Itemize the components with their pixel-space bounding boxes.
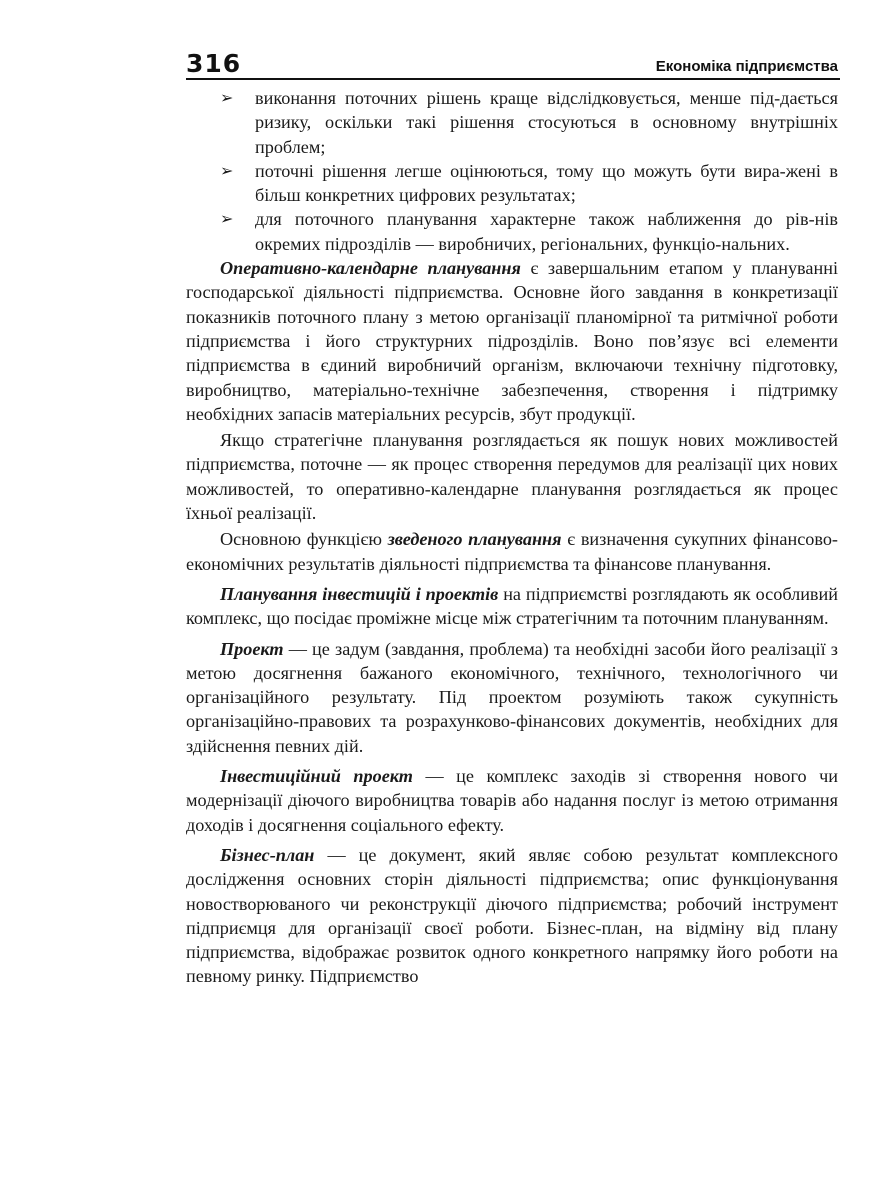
bullet-text: для поточного планування характерне також наближення до рів-нів окремих підрозділів — виробничих, регіональних, функціо-нальних. <box>255 209 838 254</box>
paragraph-text: — це комплекс заходів зі створення нового чи модернізації діючого виробництва товарів або надання послуг із метою отримання доходів і досягнення соціального ефекту. <box>186 766 838 835</box>
paragraph-text: — це задум (завдання, проблема) та необхідні засоби його реалізації з метою досягнення бажаного економічного, технічного, технологічного чи організаційного результату. Під проектом розуміють також сукупність організаційно-правових та розрахунково-фінансових документів, необхідних для здійснення певних дій. <box>186 638 838 756</box>
paragraph-text: на підприємстві розглядають як особливий комплекс, що посідає проміжне місце між стратегічним та поточним плануванням. <box>186 583 838 629</box>
term-business-plan: Бізнес-план <box>220 844 315 865</box>
bullet-text: поточні рішення легше оцінюються, тому що можуть бути вира-жені в більш конкретних цифрових результатах; <box>255 160 838 206</box>
paragraph-text: — це документ, який являє собою результат комплексного дослідження основних сторін діяльності підприємства; опис функціонування новостворюваного чи реконструкції діючого підприємства; робочий інструмент підприємця для організації своєї роботи. Бізнес-план, на відміну від плану підприємства, відображає розвиток одного конкретного напрямку його роботи на певному ринку. Підприємство <box>186 844 838 987</box>
term-investment-planning: Планування інвестицій і проектів <box>220 583 499 604</box>
paragraph-investment-project <box>186 764 838 837</box>
arrow-bullet-icon: ➢ <box>220 88 234 107</box>
list-item <box>186 86 838 159</box>
page-header <box>186 50 840 80</box>
term-investment-project: Інвестиційний проект <box>220 766 413 787</box>
paragraph-text: є визначення сукупних фінансово-економічних результатів діяльності підприємства та фінансове планування. <box>186 529 838 574</box>
running-title: Економіка підприємства <box>655 58 838 75</box>
paragraph-project <box>186 637 838 758</box>
term-project: Проект <box>220 638 284 659</box>
paragraph-strategic-vs-current <box>186 428 838 525</box>
header-rule <box>186 78 840 80</box>
paragraph-text: Якщо стратегічне планування розглядається як пошук нових можливостей підприємства, поточне — як процес створення передумов для реалізації цих нових можливостей, то оперативно-календарне планування розглядається як процес їхньої реалізації. <box>186 430 838 524</box>
paragraph-investment-planning <box>186 582 838 631</box>
bullet-list <box>186 86 838 256</box>
paragraph-operational-planning <box>186 256 838 426</box>
bullet-text: виконання поточних рішень краще відслідковується, менше під-дається ризику, оскільки такі рішення стосуються в основному внутрішніх проблем; <box>255 88 838 157</box>
list-item <box>186 159 838 208</box>
term-consolidated-planning: зведеного планування <box>387 529 562 550</box>
term-operational-planning: Оперативно-календарне планування <box>220 258 521 279</box>
paragraph-text: Основною функцією <box>220 529 388 550</box>
page-number: 316 <box>186 49 242 78</box>
page-body <box>186 86 838 995</box>
list-item <box>186 207 838 256</box>
arrow-bullet-icon: ➢ <box>220 160 234 180</box>
paragraph-consolidated-planning <box>186 527 838 576</box>
paragraph-business-plan <box>186 843 838 989</box>
paragraph-text: є завершальним етапом у плануванні господарської діяльності підприємства. Основне його завдання в конкретизації показників поточного плану з метою організації планомірної та ритмічної роботи підприємства і його структурних підрозділів. Воно пов’язує всі елементи підприємства в єдиний виробничий організм, включаючи технічну підготовку, виробництво, матеріально-технічне забезпечення, створення і підтримку необхідних запасів матеріальних ресурсів, збут продукції. <box>186 258 838 424</box>
arrow-bullet-icon: ➢ <box>220 209 234 229</box>
